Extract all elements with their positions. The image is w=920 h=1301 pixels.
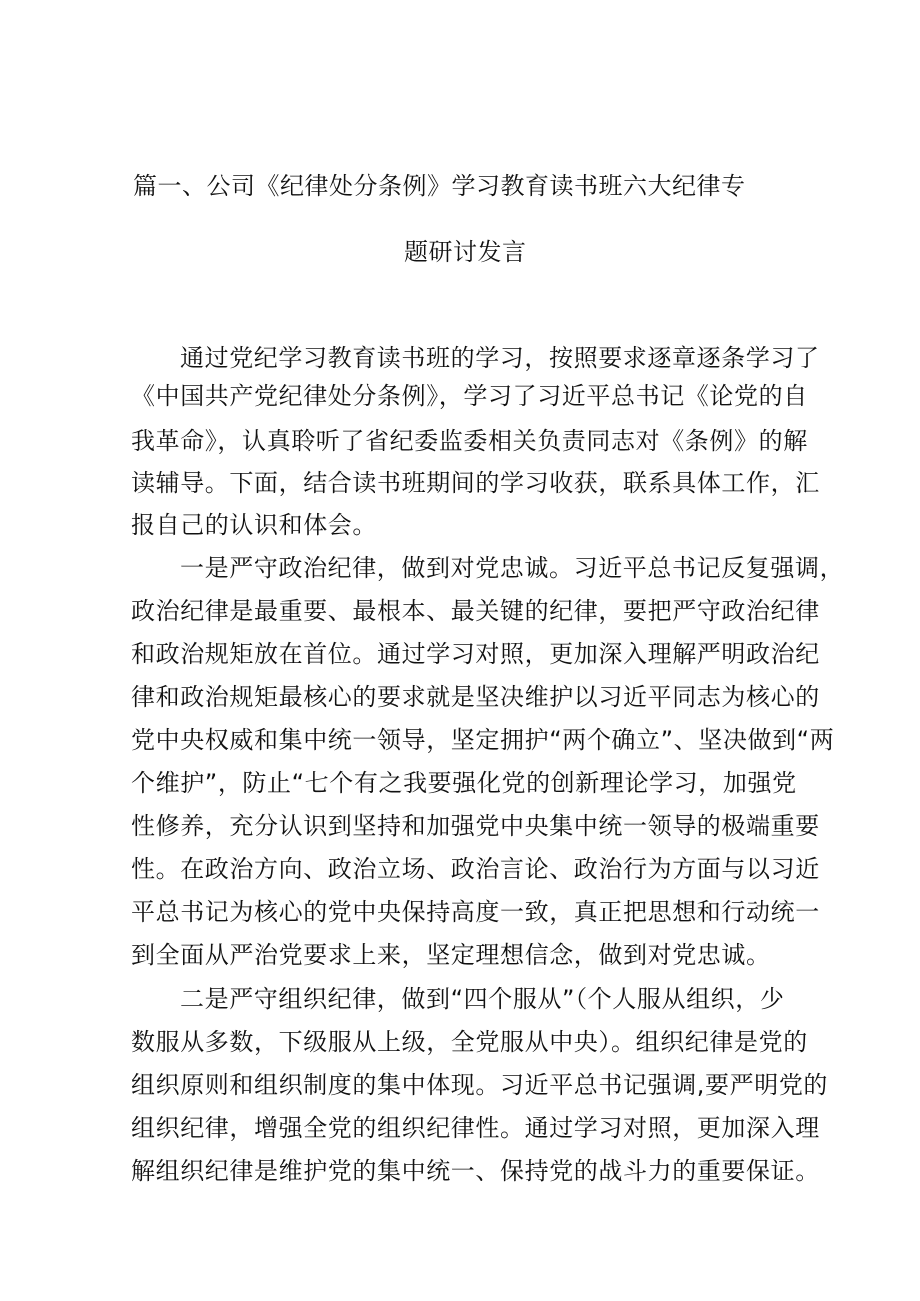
paragraph-2-line: 党中央权威和集中统一领导，坚定拥护“两个确立”、坚决做到“两 <box>131 726 835 754</box>
document-title-line-1: 篇一、公司《纪律处分条例》学习教育读书班六大纪律专 <box>133 172 746 200</box>
paragraph-1-line: 读辅导。下面，结合读书班期间的学习收获，联系具体工作，汇 <box>131 469 820 497</box>
paragraph-3-line: 数服从多数，下级服从上级，全党服从中央）。组织纪律是党的 <box>131 1028 808 1056</box>
paragraph-3-line: 二是严守组织纪律，做到“四个服从”（个人服从组织，少 <box>180 985 785 1013</box>
paragraph-2-line: 性修养，充分认识到坚持和加强党中央集中统一领导的极端重要 <box>131 812 820 840</box>
document-title-line-2: 题研讨发言 <box>404 238 527 266</box>
paragraph-2-line: 律和政治规矩最核心的要求就是坚决维护以习近平同志为核心的 <box>131 683 820 711</box>
paragraph-3-line: 组织原则和组织制度的集中体现。习近平总书记强调,要严明党的 <box>131 1071 829 1099</box>
paragraph-3-line: 解组织纪律是维护党的集中统一、保持党的战斗力的重要保证。 <box>131 1157 820 1185</box>
paragraph-2-line: 到全面从严治党要求上来，坚定理想信念，做到对党忠诚。 <box>131 941 771 969</box>
paragraph-2-line: 一是严守政治纪律，做到对党忠诚。习近平总书记反复强调， <box>180 554 845 582</box>
paragraph-1-line: 我革命》，认真聆听了省纪委监委相关负责同志对《条例》的解 <box>131 427 808 455</box>
paragraph-1-line: 《中国共产党纪律处分条例》，学习了习近平总书记《论党的自 <box>131 382 808 410</box>
paragraph-2-line: 平总书记为核心的党中央保持高度一致，真正把思想和行动统一 <box>131 898 820 926</box>
paragraph-2-line: 政治纪律是最重要、最根本、最关键的纪律，要把严守政治纪律 <box>131 597 820 625</box>
paragraph-2-line: 性。在政治方向、政治立场、政治言论、政治行为方面与以习近 <box>131 855 820 883</box>
paragraph-3-line: 组织纪律，增强全党的组织纪律性。通过学习对照，更加深入理 <box>131 1114 820 1142</box>
paragraph-1-line: 报自己的认识和体会。 <box>131 511 377 539</box>
paragraph-1-line: 通过党纪学习教育读书班的学习，按照要求逐章逐条学习了 <box>180 344 820 372</box>
paragraph-2-line: 和政治规矩放在首位。通过学习对照，更加深入理解严明政治纪 <box>131 640 820 668</box>
paragraph-2-line: 个维护”，防止“七个有之我要强化党的创新理论学习，加强党 <box>131 769 797 797</box>
